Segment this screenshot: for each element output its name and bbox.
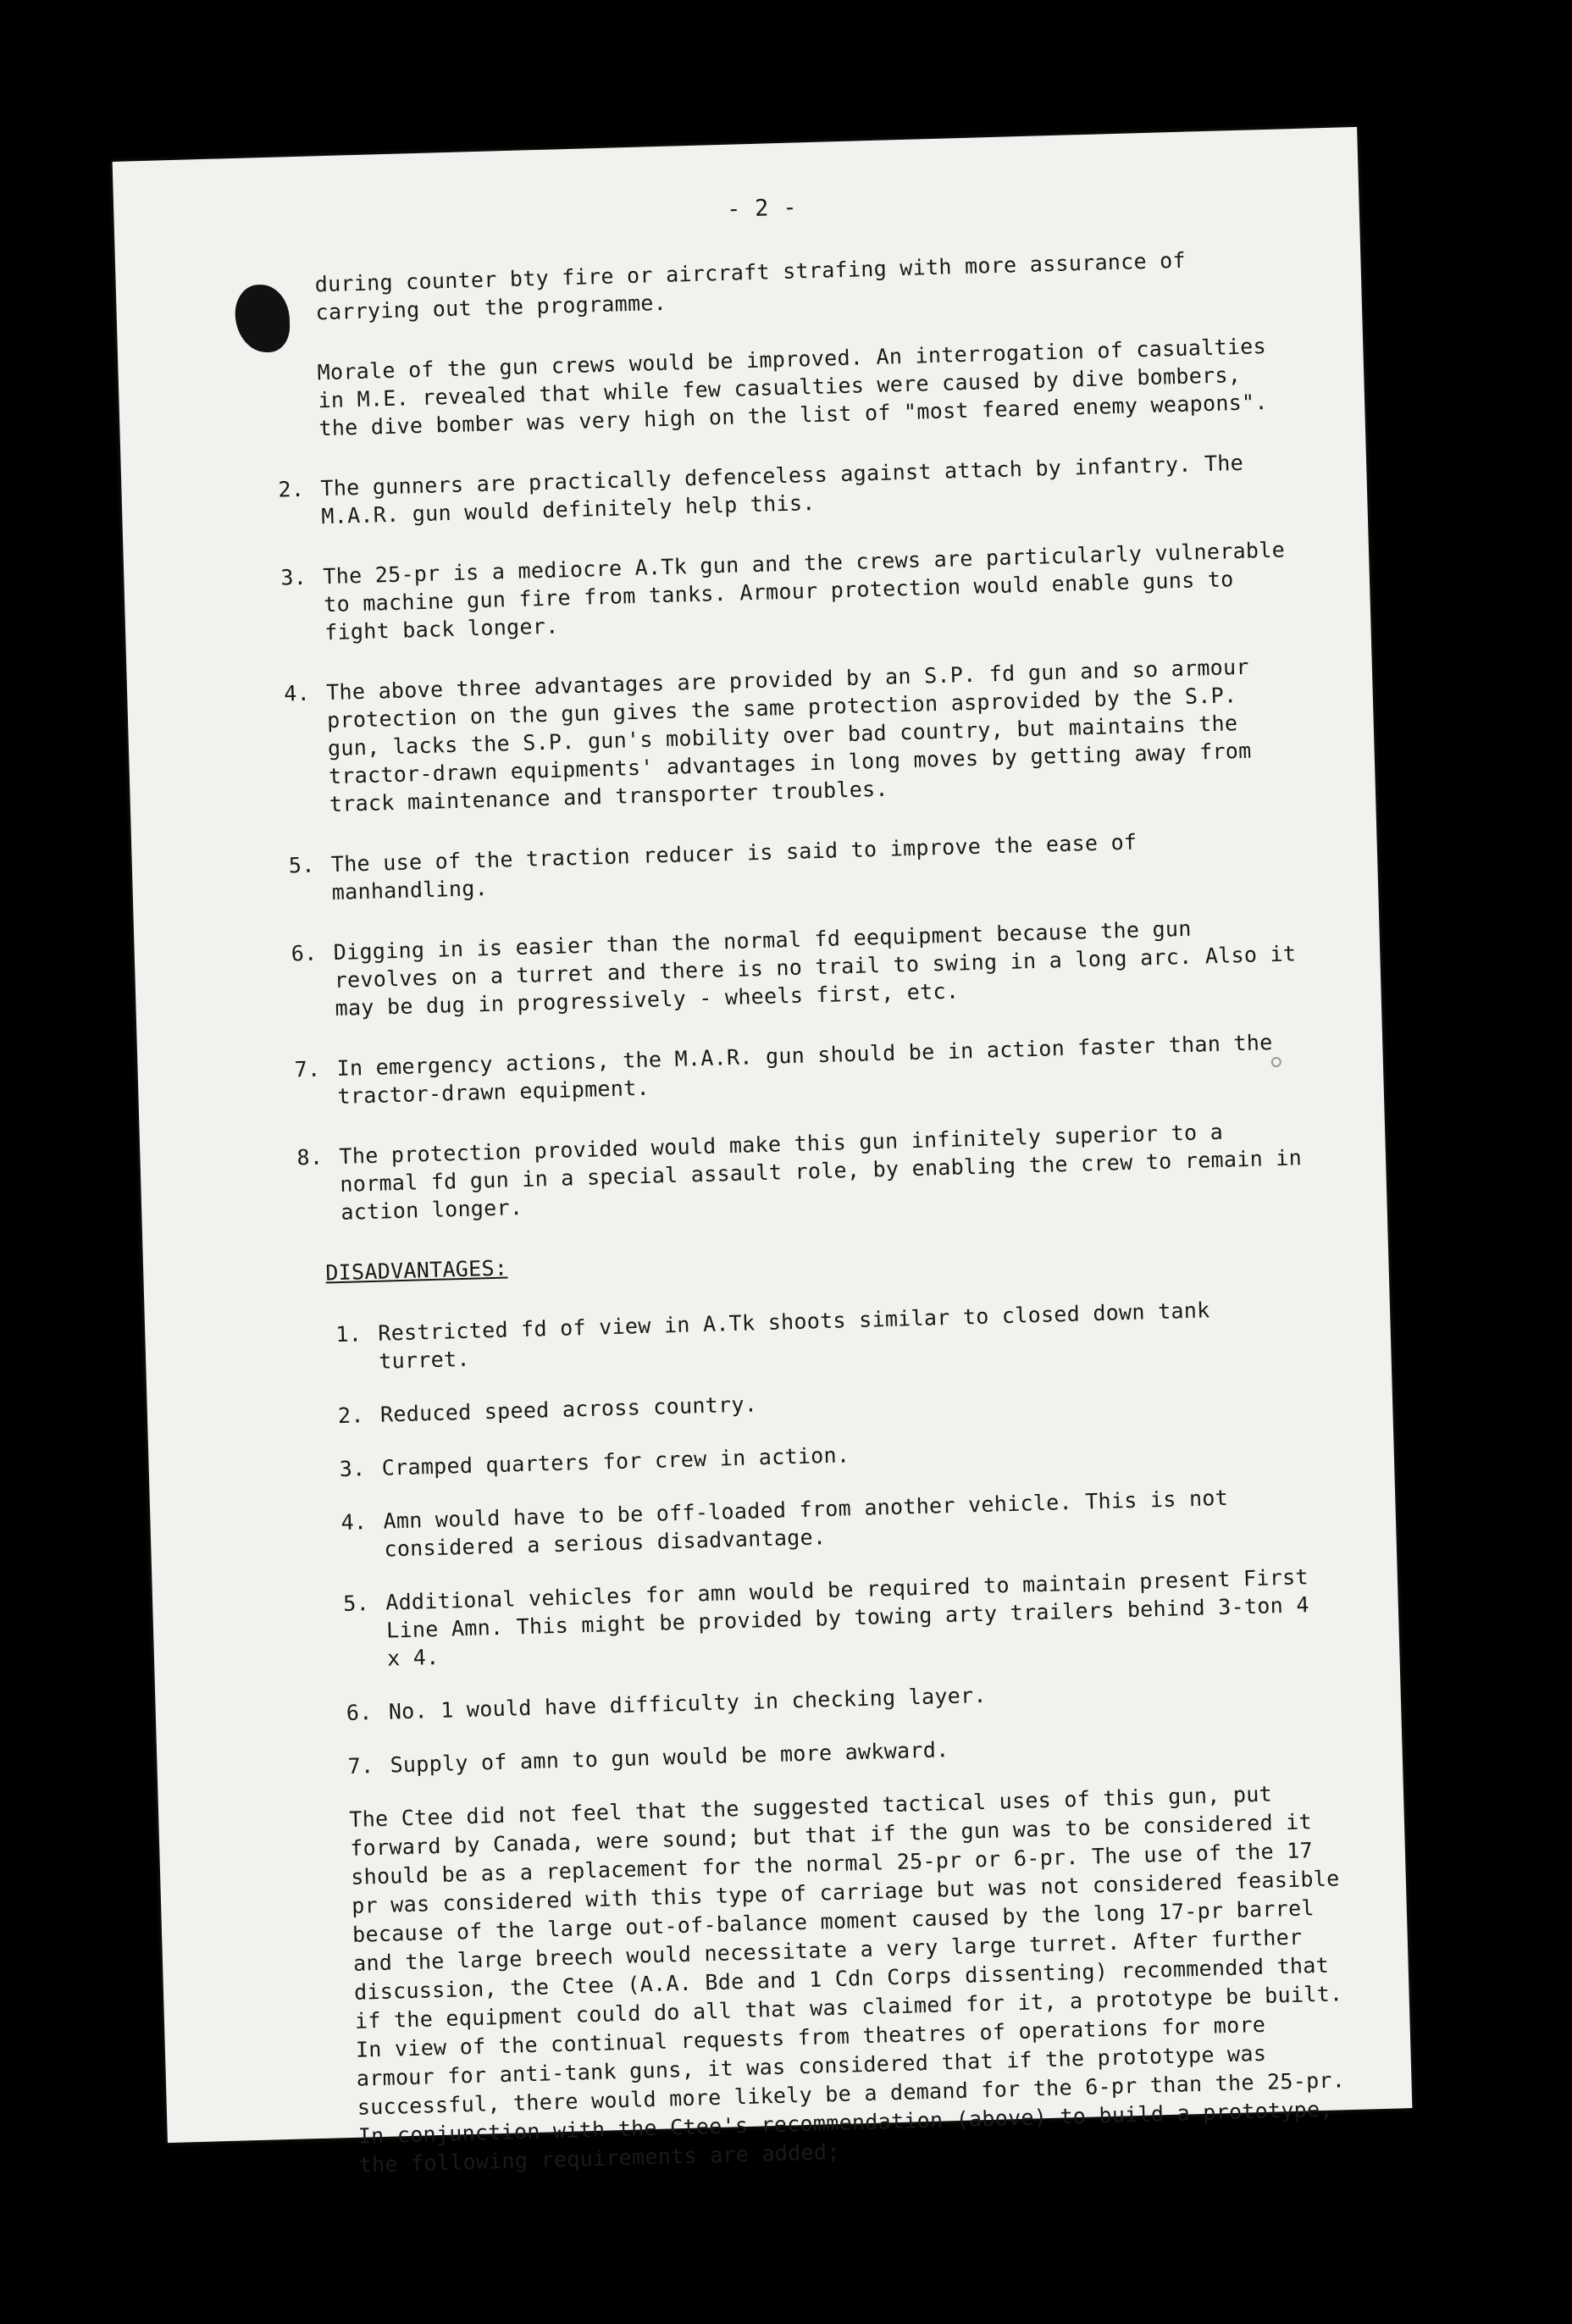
document-page [113,127,1413,2177]
advantage-item [291,911,1300,1022]
item-text: No. 1 would have difficulty in checking layer. [388,1682,988,1724]
disadvantage-item [346,1672,1320,1726]
item-text: The gunners are practically defenceless against attach by infantry. The M.A.R. gun would definitely help this. [320,450,1244,529]
item-number: 4. [283,680,311,706]
item-text: Reduced speed across country. [379,1392,758,1427]
item-number: 3. [280,564,307,590]
punch-hole-mark [235,284,291,353]
advantage-item [283,651,1295,818]
item-number: 6. [291,940,318,966]
item-number: 7. [347,1753,374,1779]
item-text: The 25-pr is a mediocre A.Tk gun and the crews are particularly vulnerable to machine gun fire from tanks. Armour protection would enable guns to fight back longer. [322,537,1286,645]
advantage-item [288,823,1297,906]
item-text: Cramped quarters for crew in action. [381,1442,850,1480]
item-number: 5. [342,1591,370,1617]
item-number: 6. [346,1700,373,1725]
item-text: Amn would have to be off-loaded from another vehicle. This is not considered a serious disadvantage. [383,1485,1229,1562]
item-text: Digging in is easier than the normal fd eequipment because the gun revolves on a turret and there is no trail to swing in a long arc. Also it may be dug in progressively - wheels first, etc. [333,916,1297,1021]
advantage-item [294,1027,1303,1110]
disadvantage-item [340,1481,1315,1563]
conclusion-paragraph: The Ctee did not feel that the suggested tactical uses of this gun, put forward by Canada, were sound; but that if the gun was to be considered it should be as a replacement for the normal 25-pr or 6-pr. The use of the 17 pr was considered with this type of carriage but was not considered feasible because of the large out-of-balance moment caused by the long 17-pr barrel and the large breech would necessitate a very large turret. After further discussion, the Ctee (A.A. Bde and 1 Cdn Corps dissenting) recommended that if the equipment could do all that was claimed for it, a prototype be built. In view of the continual requests from theatres of operations for more armour for anti-tank guns, it was considered that if the prototype was successful, there would more likely be a demand for the 6-pr than the 25-pr. In conjunction with the Ctee's recommendation (above) to build a prototype, the following requirements are added; [348,1781,1346,2177]
page-content [278,180,1346,2212]
disadvantage-item [342,1563,1319,1673]
item-number: 7. [294,1056,321,1082]
advantage-item [296,1115,1306,1226]
advantage-item [280,535,1290,646]
item-text: The use of the traction reducer is said to improve the ease of manhandling. [330,829,1137,905]
disadvantages-heading: DISADVANTAGES: [324,1255,508,1286]
item-text: Supply of amn to gun would be more awkward. [390,1737,949,1778]
page-number: - 2 - [726,194,798,223]
intro-paragraph-1: during counter bty fire or aircraft strafing with more assurance of carrying out the programme. [314,247,1187,325]
disadvantage-item [337,1375,1312,1429]
disadvantage-item [335,1293,1310,1375]
item-text: The protection provided would make this gun infinitely superior to a normal fd gun in a special assault role, by enabling the crew to remain in action longer. [339,1119,1303,1225]
advantage-item [278,447,1287,530]
item-number: 3. [339,1456,366,1482]
item-number: 1. [335,1321,363,1347]
disadvantage-item [339,1428,1313,1482]
intro-paragraph-2: Morale of the gun crews would be improved. An interrogation of casualties in M.E. revealed that while few casualties were caused by dive bombers, the dive bomber was very high on the list of "most feared enemy weapons". [317,334,1269,441]
item-number: 4. [340,1509,368,1536]
item-number: 2. [278,476,305,502]
disadvantage-item [347,1725,1321,1779]
item-number: 2. [337,1403,365,1429]
item-text: In emergency actions, the M.A.R. gun should be in action faster than the tractor-drawn equipment. [336,1030,1273,1109]
item-text: Additional vehicles for amn would be required to maintain present First Line Amn. This might be provided by towing arty trailers behind 3-ton 4 x 4. [385,1564,1310,1671]
item-text: Restricted fd of view in A.Tk shoots similar to closed down tank turret. [377,1298,1210,1374]
item-number: 8. [296,1144,324,1170]
item-text: The above three advantages are provided by an S.P. fd gun and so armour protection on the gun gives the same protection asprovided by the S.P. gun, lacks the S.P. gun's mobility over bad country, but maintains the tractor-drawn equipments' advantages in long moves by getting away from track maintenance and transporter troubles. [325,654,1252,817]
item-number: 5. [288,852,315,878]
